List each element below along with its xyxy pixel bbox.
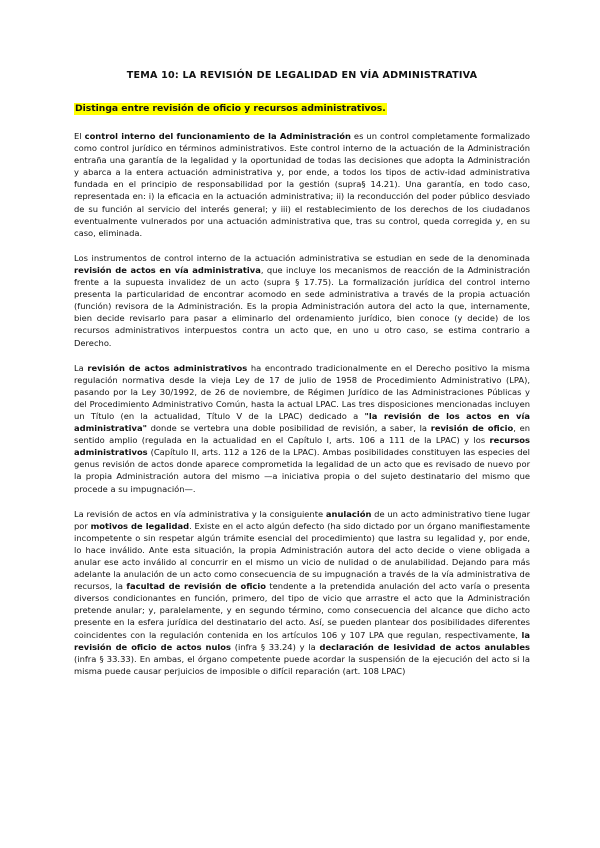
text-run: El <box>74 131 85 141</box>
text-run: donde se vertebra una doble posibilidad de revisión, a saber, la <box>146 423 431 434</box>
bold-term: la revisión de oficio de actos nulos <box>74 629 530 652</box>
paragraph-3 <box>74 362 530 495</box>
bold-term: facultad de revisión de oficio <box>126 581 266 592</box>
document-title: TEMA 10: LA REVISIÓN DE LEGALIDAD EN VÍA ADMINISTRATIVA <box>126 70 478 81</box>
text-run: (infra § 33.33). En ambas, el órgano competente puede acordar la suspensión de la ejecución del acto si la misma puede causar perjuicios de imposible o difícil reparación (art. 108 LPAC) <box>74 653 530 676</box>
bold-term: revisión de actos administrativos <box>87 362 248 373</box>
bold-term: motivos de legalidad <box>90 520 190 531</box>
bold-term: declaración de lesividad de actos anulables <box>319 641 530 652</box>
text-run: La <box>74 362 88 373</box>
paragraph-4 <box>74 508 530 677</box>
text-run: (Capítulo II, arts. 112 a 126 de la LPAC). Ambas posibilidades constituyen las especies del genus revisión de actos donde aparece comprometida la legalidad de un acto que es revisado de nuevo por la propia Administración autora del mismo —a iniciativa propia o del sujeto destinatario del mismo que procede a su impugnación—. <box>74 447 530 494</box>
text-run: , en sentido amplio (regulada en la actualidad en el Capítulo I, arts. 106 a 111 de la LPAC) y los <box>74 423 531 446</box>
text-run: , que incluye los mecanismos de reacción de la Administración frente a la supuesta invalidez de un acto (supra § 17.75). La formalización jurídica del control interno presenta la particularidad de encontrar acomodo en sede administrativa a través de la propia actuación (función) revisora de la Administración. Es la propia Administración autora del acto la que, internamente, bien decide revisarlo para pasar a eliminarlo del ordenamiento jurídico, bien conoce (y decide) de los recursos administrativos interpuestos contra un acto que, en uno u otro caso, se estima contrario a Derecho. <box>74 264 530 348</box>
highlighted-question: Distinga entre revisión de oficio y recursos administrativos. <box>75 103 386 114</box>
bold-term: revisión de oficio <box>430 423 514 434</box>
text-run: Los instrumentos de control interno de la actuación administrativa se estudian en sede de la denominada <box>74 252 530 263</box>
paragraph-1 <box>74 130 530 239</box>
text-run: de un acto administrativo tiene lugar por <box>74 508 530 531</box>
bold-term: control interno del funcionamiento de la Administración <box>84 131 351 141</box>
bold-term: "la revisión de los actos en vía administrativa" <box>74 410 530 434</box>
text-run: es un control completamente formalizado como control jurídico en términos administrativos. Este control interno de la actuación de la Administración entraña una garantía de la legalidad y la oportunidad de todas las decisiones que adopta la Administración y abarca a la entera actuación administrativa y, por ende, a todos los tipos de activ-idad administrativa fundada en el principio de responsabilidad por la gestión (supra§ 14.21). Una garantía, en todo caso, representada en: i) la eficacia en la actuación administrativa; ii) la reconducción del poder público desviado de su función al servicio del interés general; y iii) el restablecimiento de los derechos de los ciudadanos eventualmente vulnerados por una actuación administrativa que, tras su control, queda corregida y, en su caso, eliminada. <box>74 131 531 238</box>
paragraph-2 <box>74 252 530 349</box>
bold-term: anulación <box>325 508 372 519</box>
document-page <box>74 70 530 690</box>
text-run: . Existe en el acto algún defecto (ha sido dictado por un órgano manifiestamente incompetente o sin respetar algún trámite esencial del procedimiento) que lastra su legalidad y, por ende, lo hace inválido. Ante esta situación, la propia Administración autora del acto decide o viene obligada a anular ese acto inválido al concurrir en el mismo un vicio de nulidad o de anulabilidad. Dejando para más adelante la anulación de un acto como consecuencia de su impugnación a través de la vía administrativa de recursos, la <box>74 520 530 592</box>
text-run: (infra § 33.24) y la <box>230 641 320 652</box>
text-run: La revisión de actos en vía administrativa y la consiguiente <box>74 508 326 519</box>
text-run: tendente a la pretendida anulación del acto varía o presenta diversos condicionantes en función, primero, del tipo de vicio que arrastre el acto que la Administración pretende anular; y, paralelamente, y en segundo término, como consecuencia del alcance que dicho acto presente en la esfera jurídica del destinatario del acto. Así, se pueden plantear dos posibilidades diferentes coincidentes con la regulación contenida en los artículos 106 y 107 LPA que regulan, respectivamente, <box>74 581 530 640</box>
text-run: ha encontrado tradicionalmente en el Derecho positivo la misma regulación normativa desde la vieja Ley de 17 de julio de 1958 de Procedimiento Administrativo (LPA), pasando por la Ley 30/1992, de 26 de noviembre, de Régimen Jurídico de las Administraciones Públicas y del Procedimiento Administrativo Común, hasta la actual LPAC. Las tres disposiciones mencionadas incluyen un Título (en la actualidad, Título V de la LPAC) dedicado a <box>74 362 530 421</box>
bold-term: revisión de actos en vía administrativa <box>74 264 261 275</box>
bold-term: recursos administrativos <box>74 435 530 458</box>
